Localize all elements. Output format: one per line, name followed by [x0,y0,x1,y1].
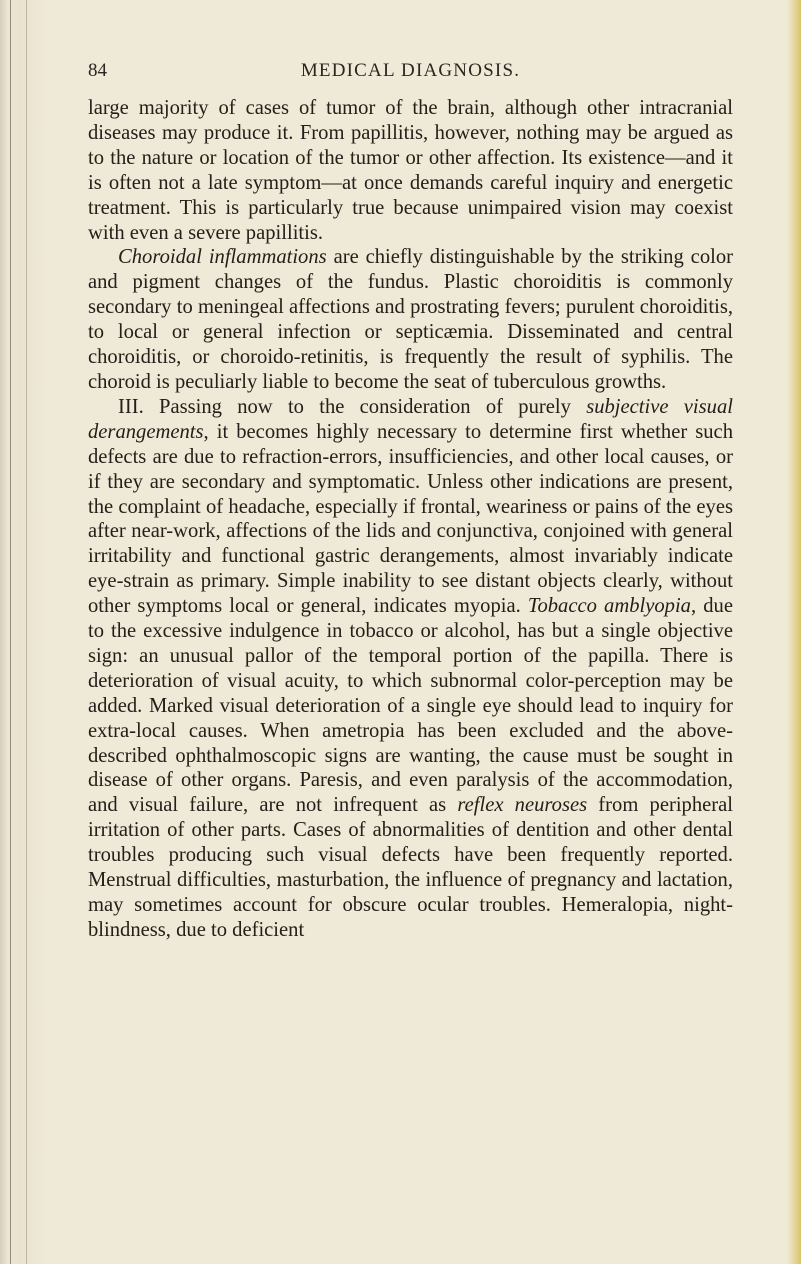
page-edge [787,0,801,1264]
italic-term: Tobacco amblyopia [527,595,691,618]
running-head: MEDICAL DIAGNOSIS. [300,60,521,81]
binding-gutter [0,0,46,1264]
body-text [88,96,733,943]
page-number: 84 [88,60,107,81]
paragraph-text: , it becomes highly necessary to determine first whether such defects are due to refraction-errors, insufficiencies, and other local causes, or if they are secondary and symptomatic. Unless other indications are present, the complaint of headache, especially if frontal, weariness or pains of the eyes after near-work, affections of the lids and conjunctiva, conjoined with general irritability and functional gastric derangements, almost invariably indicate eye-strain as primary. Simple inability to see distant objects clearly, without other symptoms local or general, indicates myopia. [88,420,733,618]
paragraph-lead: III. Passing now to the consideration of purely [118,395,587,418]
paragraph-text: are chiefly distinguishable by the striking color and pigment changes of the fundus. Plastic choroiditis is commonly secondary to meningeal affections and prostrating fevers; purulent choroiditis, to local or general infection or septicæmia. Disseminated and central choroiditis, or choroido-retinitis, is frequently the result of syphilis. The choroid is peculiarly liable to become the seat of tuberculous growths. [88,246,733,393]
paragraph-text: , due to the excessive indulgence in tobacco or alcohol, has but a single objective sign: an unusual pallor of the temporal portion of the papilla. There is deterioration of visual acuity, to which subnormal color-perception may be added. Marked visual deterioration of a single eye should lead to inquiry for extra-local causes. When ametropia has been excluded and the above-described ophthalmoscopic signs are wanting, the cause must be sought in disease of other organs. Paresis, and even paralysis of the accommodation, and visual failure, are not infrequent as [88,595,733,817]
paragraph-text: from peripheral irritation of other parts. Cases of abnormalities of dentition and other dental troubles producing such visual defects have been frequently reported. Menstrual difficulties, masturbation, the influence of pregnancy and lactation, may sometimes account for obscure ocular troubles. Hemeralopia, night-blindness, due to deficient [88,794,733,941]
paragraph-choroidal [88,245,733,394]
italic-term: subjective visual derangements [88,395,733,443]
italic-term: Choroidal inflammations [118,246,327,269]
gutter-line [10,0,11,1264]
gutter-line [26,0,27,1264]
paragraph-subjective [88,395,733,943]
paragraph-text: large majority of cases of tumor of the brain, although other intracranial diseases may produce it. From papillitis, however, nothing may be argued as to the nature or location of the tumor or other affection. Its existence—and it is often not a late symptom—at once demands careful inquiry and energetic treatment. This is particularly true because unimpaired vision may coexist with even a severe papillitis. [88,97,733,244]
page-header [88,60,733,86]
paragraph-papillitis [88,96,733,245]
italic-term: reflex neuroses [457,794,588,817]
